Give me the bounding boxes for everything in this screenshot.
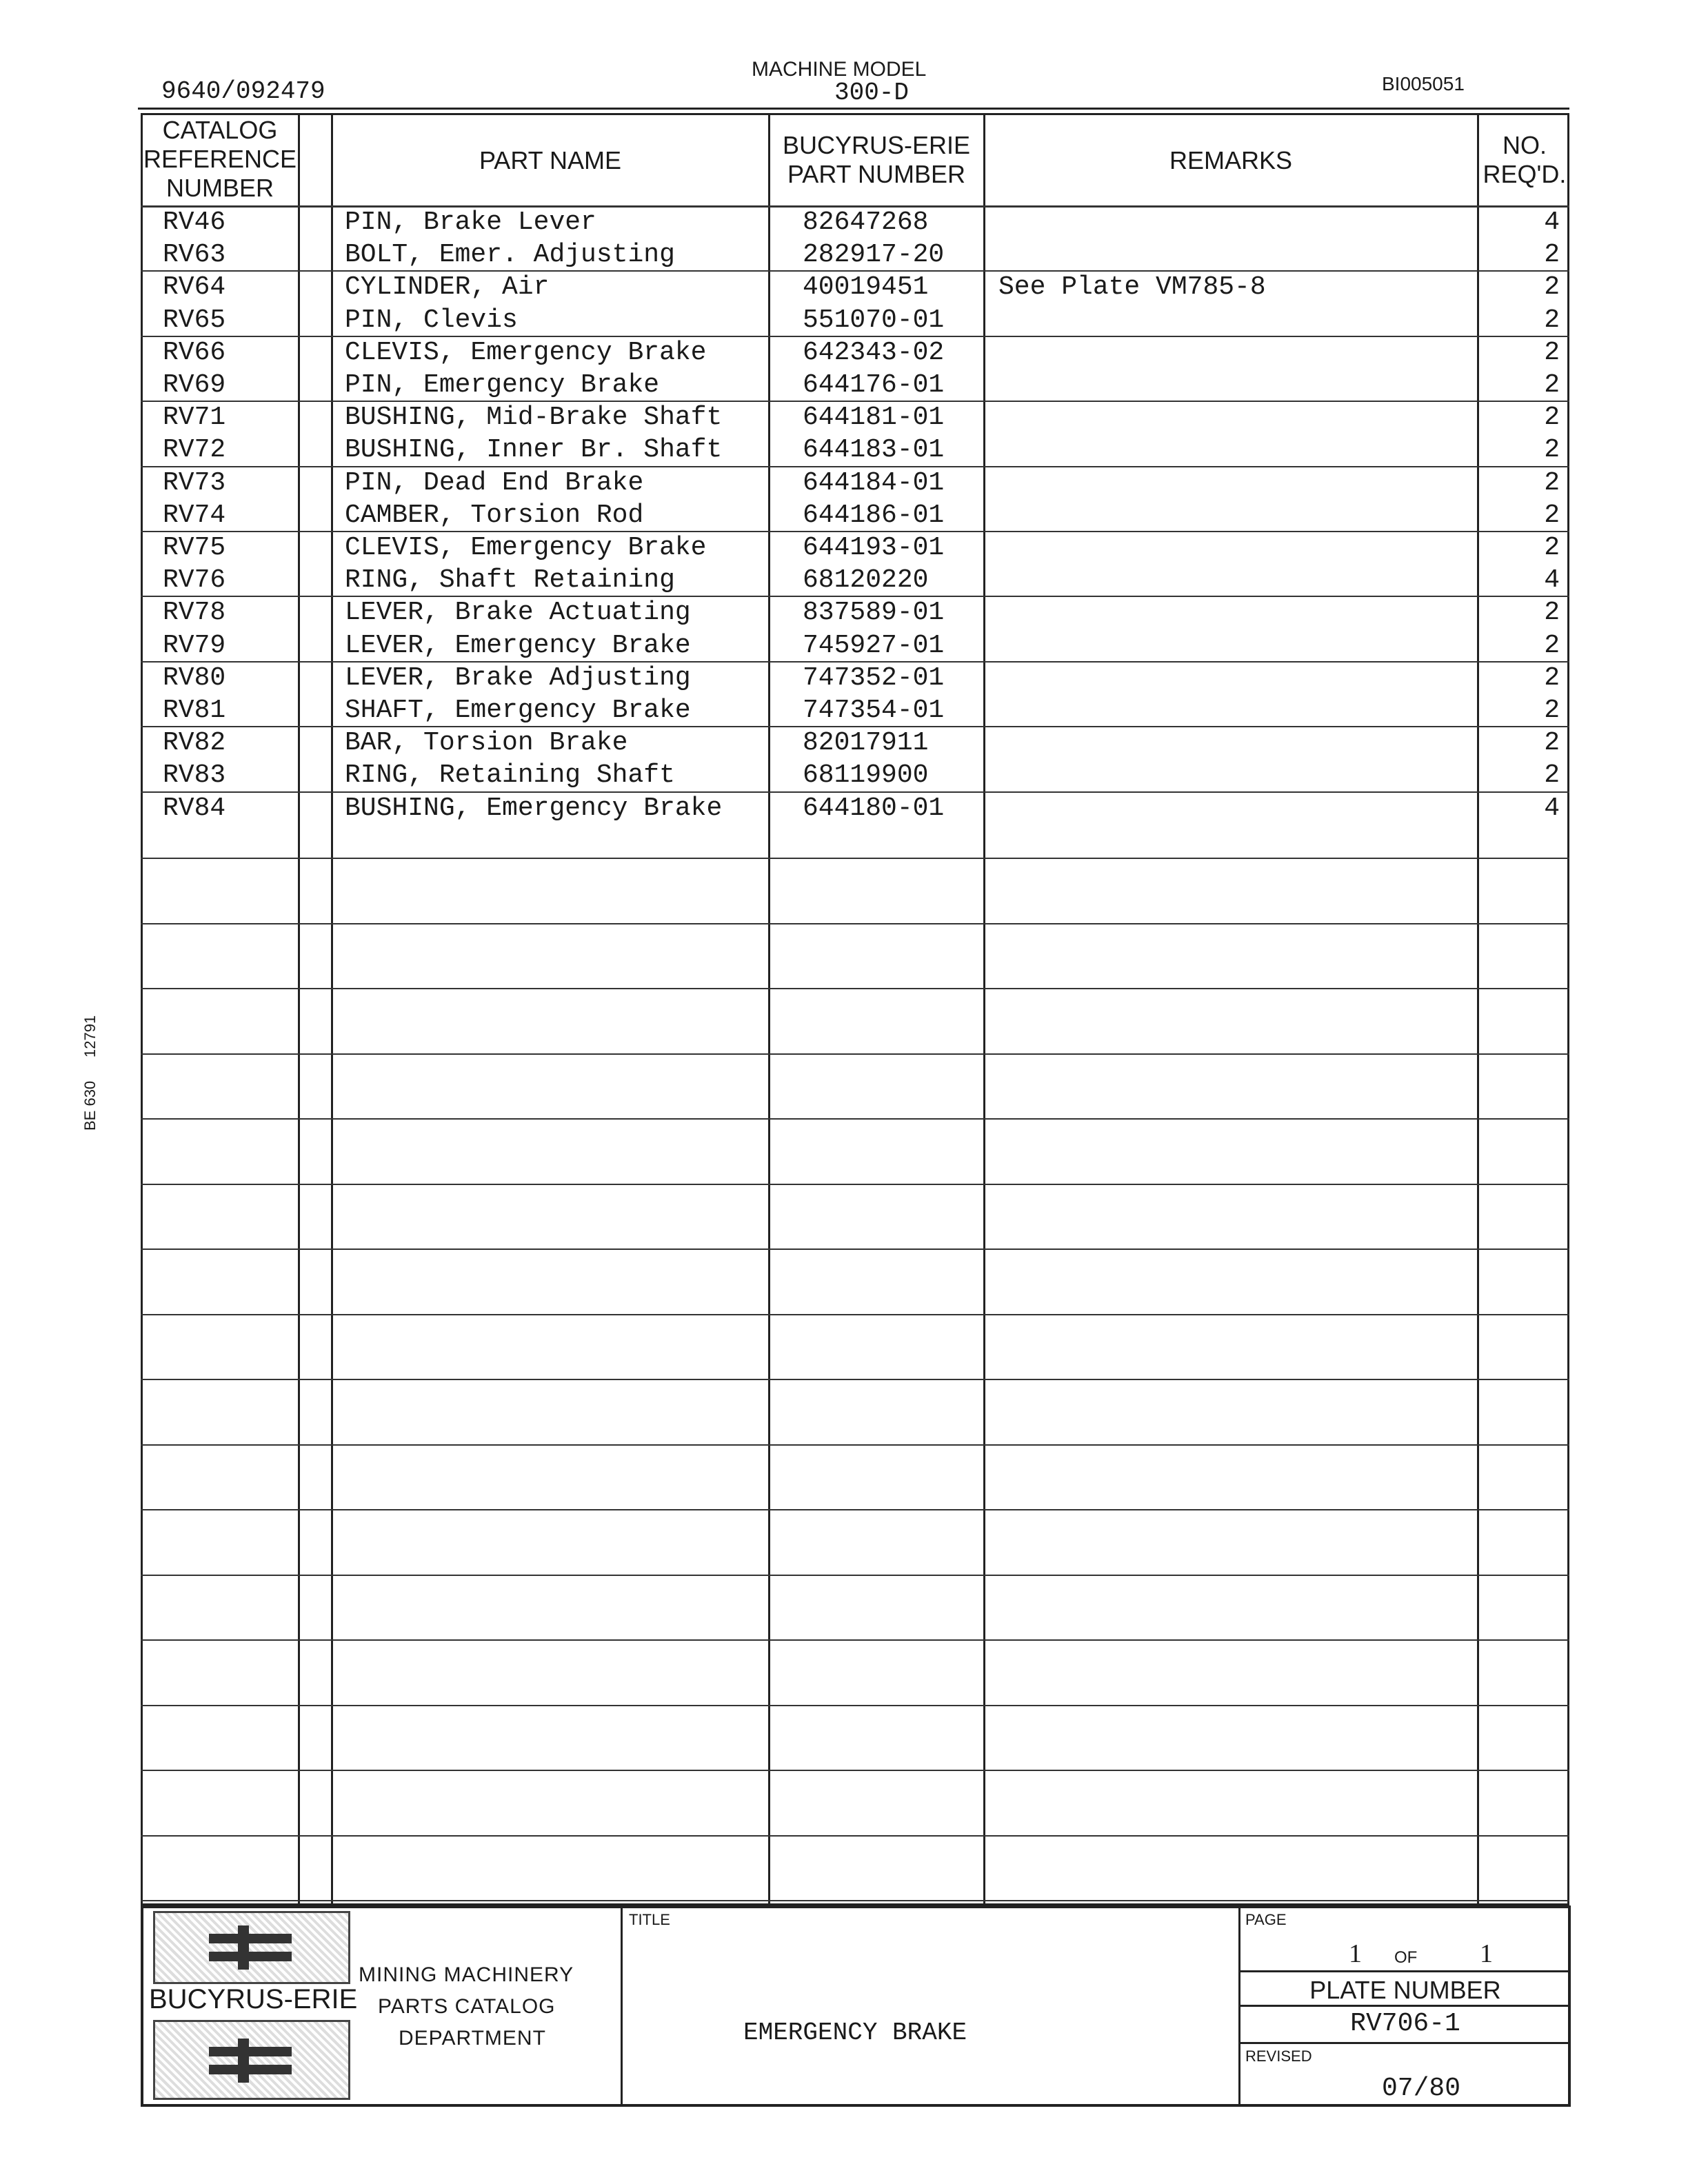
- catalog-ref-cell: RV82: [163, 728, 226, 758]
- part-number-cell: 644180-01: [803, 793, 945, 823]
- title-label: TITLE: [629, 1911, 670, 1928]
- row-rule: [141, 858, 1569, 859]
- catalog-ref-cell: RV64: [163, 272, 226, 303]
- row-rule: [141, 1705, 1569, 1706]
- row-rule: [141, 1118, 1569, 1120]
- page-total: 1: [1480, 1939, 1493, 1968]
- qty-required-cell: 2: [1544, 663, 1560, 693]
- row-rule: [141, 1900, 1569, 1901]
- side-form-code: BE 630: [81, 1080, 99, 1131]
- qty-required-cell: 2: [1544, 240, 1560, 270]
- company-name: BUCYRUS-ERIE: [149, 1984, 358, 2014]
- row-rule: [141, 1575, 1569, 1576]
- qty-required-cell: 2: [1544, 728, 1560, 758]
- qty-required-cell: 2: [1544, 760, 1560, 791]
- column-divider: [331, 113, 333, 1905]
- catalog-ref-cell: RV78: [163, 598, 226, 628]
- catalog-ref-cell: RV83: [163, 760, 226, 791]
- row-rule: [141, 923, 1569, 924]
- title-block-divider: [1240, 2005, 1569, 2007]
- catalog-ref-cell: RV63: [163, 240, 226, 270]
- part-number-cell: 68119900: [803, 760, 929, 791]
- catalog-ref-cell: RV79: [163, 630, 226, 660]
- row-rule: [141, 1444, 1569, 1446]
- row-rule: [141, 1379, 1569, 1380]
- part-number-cell: 747354-01: [803, 696, 945, 725]
- qty-required-cell: 2: [1544, 467, 1560, 498]
- part-name-cell: CLEVIS, Emergency Brake: [345, 533, 707, 563]
- header-part-number: BUCYRUS-ERIE PART NUMBER: [782, 131, 971, 188]
- part-name-cell: BAR, Torsion Brake: [345, 728, 628, 758]
- catalog-ref-cell: RV76: [163, 565, 226, 596]
- qty-required-cell: 4: [1544, 208, 1560, 237]
- qty-required-cell: 2: [1544, 533, 1560, 563]
- qty-required-cell: 2: [1544, 272, 1560, 303]
- part-name-cell: LEVER, Emergency Brake: [345, 630, 691, 660]
- part-number-cell: 644193-01: [803, 533, 945, 563]
- revised-date: 07/80: [1382, 2074, 1461, 2103]
- title-block-divider: [1240, 1970, 1569, 1972]
- part-name-cell: BUSHING, Mid-Brake Shaft: [345, 403, 723, 433]
- catalog-ref-cell: RV75: [163, 533, 226, 563]
- qty-required-cell: 2: [1544, 598, 1560, 628]
- company-logo: [153, 1911, 350, 1984]
- header-remarks: REMARKS: [1169, 146, 1293, 174]
- header-qty: NO. REQ'D.: [1483, 131, 1567, 188]
- row-rule: [141, 1639, 1569, 1641]
- row-rule: [141, 988, 1569, 989]
- title-block-divider: [621, 1905, 623, 2107]
- part-number-cell: 644186-01: [803, 500, 945, 530]
- part-number-cell: 837589-01: [803, 598, 945, 628]
- qty-required-cell: 2: [1544, 435, 1560, 465]
- qty-required-cell: 2: [1544, 305, 1560, 335]
- part-number-cell: 644181-01: [803, 403, 945, 433]
- qty-required-cell: 4: [1544, 793, 1560, 823]
- part-name-cell: PIN, Emergency Brake: [345, 370, 660, 400]
- part-name-cell: BUSHING, Inner Br. Shaft: [345, 435, 723, 465]
- department-line-1: MINING MACHINERY: [359, 1963, 574, 1986]
- catalog-ref-cell: RV46: [163, 208, 226, 237]
- part-name-cell: CYLINDER, Air: [345, 272, 550, 303]
- part-number-cell: 40019451: [803, 272, 929, 303]
- qty-required-cell: 2: [1544, 403, 1560, 433]
- document-number: 9640/092479: [161, 77, 325, 105]
- part-number-cell: 644176-01: [803, 370, 945, 400]
- title-block-divider: [1240, 2042, 1569, 2044]
- machine-model-label: MACHINE MODEL: [752, 58, 927, 81]
- page-current: 1: [1349, 1939, 1362, 1968]
- catalog-ref-cell: RV73: [163, 467, 226, 498]
- header-rule: [138, 108, 1569, 110]
- part-number-cell: 82647268: [803, 208, 929, 237]
- catalog-ref-cell: RV66: [163, 337, 226, 367]
- department-line-3: DEPARTMENT: [399, 2027, 546, 2050]
- side-form-date: 12791: [81, 1015, 99, 1058]
- catalog-ref-cell: RV69: [163, 370, 226, 400]
- part-number-cell: 551070-01: [803, 305, 945, 335]
- qty-required-cell: 2: [1544, 370, 1560, 400]
- part-number-cell: 747352-01: [803, 663, 945, 693]
- company-logo-lower: [153, 2020, 350, 2100]
- qty-required-cell: 4: [1544, 565, 1560, 596]
- part-number-cell: 282917-20: [803, 240, 945, 270]
- plate-title: EMERGENCY BRAKE: [743, 2019, 967, 2047]
- machine-model-value: 300-D: [834, 79, 910, 107]
- catalog-ref-cell: RV84: [163, 793, 226, 823]
- header-catalog-ref: CATALOG REFERENCE NUMBER: [143, 116, 297, 202]
- part-name-cell: BUSHING, Emergency Brake: [345, 793, 723, 823]
- plate-number-value: RV706-1: [1350, 2009, 1460, 2039]
- row-rule: [141, 1248, 1569, 1250]
- row-rule: [141, 1184, 1569, 1185]
- column-divider: [298, 113, 300, 1905]
- page-of: OF: [1394, 1948, 1418, 1967]
- catalog-ref-cell: RV80: [163, 663, 226, 693]
- remarks-cell: See Plate VM785-8: [998, 272, 1266, 303]
- qty-required-cell: 2: [1544, 630, 1560, 660]
- qty-required-cell: 2: [1544, 337, 1560, 367]
- revised-label: REVISED: [1245, 2048, 1312, 2065]
- column-divider: [768, 113, 770, 1905]
- part-name-cell: CAMBER, Torsion Rod: [345, 500, 644, 530]
- part-name-cell: RING, Shaft Retaining: [345, 565, 675, 596]
- part-name-cell: PIN, Brake Lever: [345, 208, 596, 237]
- part-name-cell: BOLT, Emer. Adjusting: [345, 240, 675, 270]
- department-line-2: PARTS CATALOG: [378, 1995, 556, 2018]
- qty-required-cell: 2: [1544, 500, 1560, 530]
- catalog-ref-cell: RV65: [163, 305, 226, 335]
- row-rule: [141, 1509, 1569, 1510]
- part-number-cell: 745927-01: [803, 630, 945, 660]
- part-name-cell: CLEVIS, Emergency Brake: [345, 337, 707, 367]
- row-rule: [141, 1314, 1569, 1315]
- part-name-cell: LEVER, Brake Adjusting: [345, 663, 691, 693]
- part-number-cell: 644184-01: [803, 467, 945, 498]
- catalog-ref-cell: RV72: [163, 435, 226, 465]
- part-number-cell: 642343-02: [803, 337, 945, 367]
- catalog-ref-cell: RV81: [163, 696, 226, 725]
- row-rule: [141, 1053, 1569, 1055]
- column-divider: [983, 113, 985, 1905]
- header-part-name: PART NAME: [479, 146, 622, 174]
- part-name-cell: RING, Retaining Shaft: [345, 760, 675, 791]
- part-number-cell: 82017911: [803, 728, 929, 758]
- column-divider: [1477, 113, 1479, 1905]
- part-number-cell: 644183-01: [803, 435, 945, 465]
- row-rule: [141, 1770, 1569, 1771]
- catalog-ref-cell: RV74: [163, 500, 226, 530]
- catalog-ref-cell: RV71: [163, 403, 226, 433]
- part-name-cell: PIN, Clevis: [345, 305, 518, 335]
- part-name-cell: SHAFT, Emergency Brake: [345, 696, 691, 725]
- qty-required-cell: 2: [1544, 696, 1560, 725]
- page-label: PAGE: [1245, 1911, 1287, 1928]
- plate-number-label: PLATE NUMBER: [1309, 1976, 1501, 2004]
- part-number-cell: 68120220: [803, 565, 929, 596]
- part-name-cell: LEVER, Brake Actuating: [345, 598, 691, 628]
- bates-number: BI005051: [1382, 73, 1465, 94]
- row-rule: [141, 1835, 1569, 1837]
- part-name-cell: PIN, Dead End Brake: [345, 467, 644, 498]
